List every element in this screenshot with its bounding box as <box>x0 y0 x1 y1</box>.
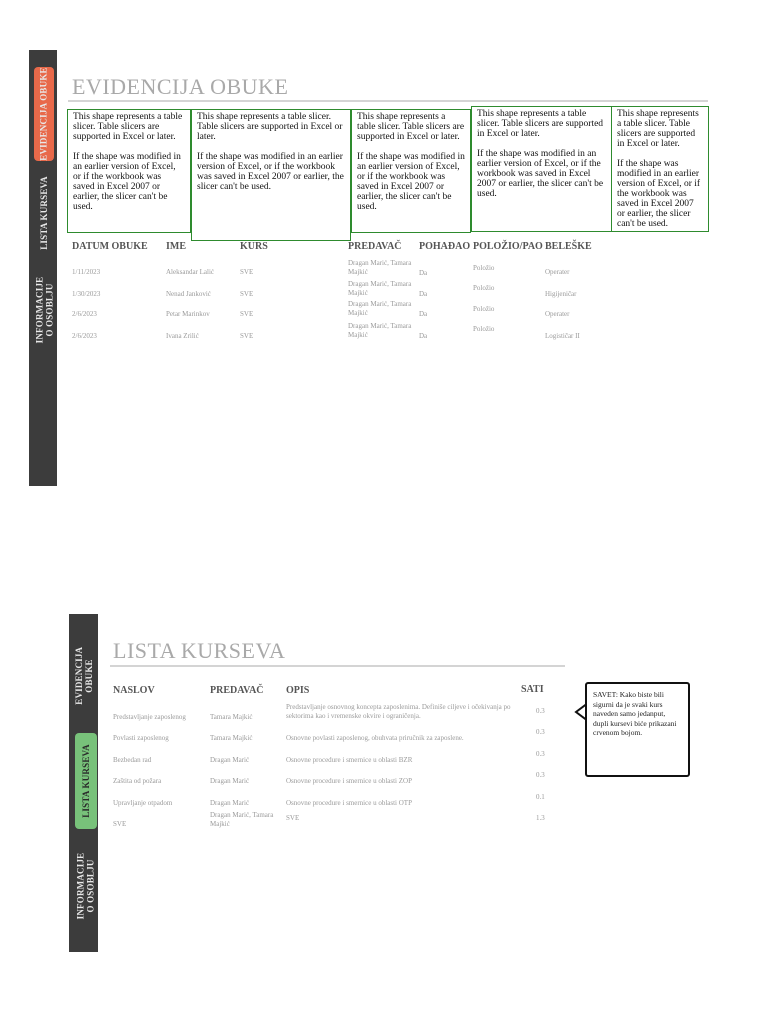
table-cell: Dragan Marić, Tamara Majkić <box>348 322 412 339</box>
table-cell: Tamara Majkić <box>210 713 253 721</box>
table-cell: 0.3 <box>536 771 545 779</box>
table-cell: Dragan Marić, Tamara Majkić <box>348 300 412 317</box>
tab-label: EVIDENCIJA OBUKE <box>74 646 95 705</box>
tab-label: EVIDENCIJA OBUKE <box>39 67 49 161</box>
table-cell: Predstavljanje osnovnog koncepta zaposlenima. Definiše ciljeve i očekivanja po sektorima kao i vremenske okvire i ograničenja. <box>286 703 511 720</box>
slicer-text: If the shape was modified in an earlier version of Excel, or if the workbook was saved in Excel 2007 or earlier, the slicer can't be used. <box>197 152 344 192</box>
column-header: BELEŠKE <box>545 241 592 252</box>
table-cell: SVE <box>240 268 254 276</box>
table-cell: Osnovne povlasti zaposlenog, obuhvata priručnik za zaposlene. <box>286 734 464 742</box>
slicer-ime[interactable] <box>191 109 351 241</box>
column-header: SATI <box>521 684 544 695</box>
tab-lista-kurseva[interactable] <box>75 733 97 829</box>
table-cell: Operater <box>545 268 570 276</box>
table-cell: Higijeničar <box>545 290 577 298</box>
column-header: OPIS <box>286 685 310 696</box>
table-cell: Da <box>419 332 428 340</box>
table-cell: Predstavljanje zaposlenog <box>113 713 186 721</box>
tab-label: LISTA KURSEVA <box>39 176 50 250</box>
table-cell: 0.3 <box>536 728 545 736</box>
table-cell: 0.3 <box>536 750 545 758</box>
tab-evidencija-obuke[interactable] <box>72 628 96 724</box>
table-cell: Dragan Marić <box>210 777 250 785</box>
table-cell: Zaštita od požara <box>113 777 162 785</box>
column-header: PREDAVAČ <box>348 241 402 252</box>
table-cell: Da <box>419 310 428 318</box>
table-cell: SVE <box>286 814 300 822</box>
table-cell: Da <box>419 269 428 277</box>
column-header: DATUM OBUKE <box>72 241 148 252</box>
slicer-text: This shape represents a table slicer. Table slicers are supported in Excel or later. <box>477 109 604 139</box>
table-cell: Dragan Marić <box>210 756 250 764</box>
table-cell: SVE <box>240 332 254 340</box>
tab-informacije-o-osoblju[interactable] <box>72 840 98 932</box>
tab-evidencija-obuke[interactable] <box>34 67 54 161</box>
table-cell: SVE <box>240 310 254 318</box>
table-cell: Povlasti zaposlenog <box>113 734 169 742</box>
table-cell: Dragan Marić <box>210 799 250 807</box>
table-cell: Dragan Marić, Tamara Majkić <box>210 811 274 828</box>
table-cell: 1/11/2023 <box>72 268 101 276</box>
slicer-text: If the shape was modified in an earlier version of Excel, or if the workbook was saved in Excel 2007 or earlier, the slicer can't be used. <box>477 149 604 199</box>
table-cell: Dragan Marić, Tamara Majkić <box>348 259 412 276</box>
table-cell: Operater <box>545 310 570 318</box>
table-cell: SVE <box>240 290 254 298</box>
table-cell: Bezbedan rad <box>113 756 152 764</box>
tab-informacije-o-osoblju[interactable] <box>31 262 57 358</box>
slicer-kurs[interactable] <box>351 109 471 233</box>
table-cell: Aleksandar Lalić <box>166 268 215 276</box>
table-cell: Ivana Zrilić <box>166 332 199 340</box>
page-title: EVIDENCIJA OBUKE <box>72 74 289 99</box>
tip-text: SAVET: Kako biste bili sigurni da je svaki kurs naveden samo jedanput, dupli kursevi biće prikazani crvenom bojom. <box>593 690 677 737</box>
slicer-datum-obuke[interactable] <box>67 109 191 233</box>
table-cell: Nenad Janković <box>166 290 211 298</box>
title-underline <box>110 665 565 667</box>
table-cell: 0.3 <box>536 707 545 715</box>
table-cell: Položio <box>473 264 495 272</box>
table-cell: Osnovne procedure i smernice u oblasti ZOP <box>286 777 412 785</box>
slicer-text: This shape represents a table slicer. Table slicers are supported in Excel or later. <box>73 112 183 142</box>
table-cell: Osnovne procedure i smernice u oblasti BZR <box>286 756 413 764</box>
column-header: NASLOV <box>113 685 155 696</box>
column-header: KURS <box>240 241 268 252</box>
table-cell: Da <box>419 290 428 298</box>
slicer-text: This shape represents a table slicer. Table slicers are supported in Excel or later. <box>197 112 343 142</box>
table-cell: Položio <box>473 305 495 313</box>
table-cell: Dragan Marić, Tamara Majkić <box>348 280 412 297</box>
table-cell: SVE <box>113 820 127 828</box>
table-cell: 1.3 <box>536 814 545 822</box>
column-header: PREDAVAČ <box>210 685 264 696</box>
column-header: IME <box>166 241 186 252</box>
table-cell: Tamara Majkić <box>210 734 253 742</box>
slicer-text: If the shape was modified in an earlier version of Excel, or if the workbook was saved in Excel 2007 or earlier, the slicer can't be used. <box>357 152 465 212</box>
table-cell: 0.1 <box>536 793 545 801</box>
tab-lista-kurseva[interactable] <box>33 168 55 258</box>
slicer-text: This shape represents a table slicer. Table slicers are supported in Excel or later. <box>357 112 465 142</box>
page-title: LISTA KURSEVA <box>113 638 286 663</box>
table-cell: Položio <box>473 325 495 333</box>
table-cell: Logističar II <box>545 332 580 340</box>
slicer-text: If the shape was modified in an earlier version of Excel, or if the workbook was saved in Excel 2007 or earlier, the slicer can't be used. <box>73 152 181 212</box>
tab-label: INFORMACIJE O OSOBLJU <box>75 852 96 920</box>
table-cell: 2/6/2023 <box>72 332 97 340</box>
slicer-text: This shape represents a table slicer. Table slicers are supported in Excel or later. <box>617 109 699 149</box>
title-underline <box>68 100 708 102</box>
table-cell: Osnovne procedure i smernice u oblasti OTP <box>286 799 412 807</box>
table-cell: Petar Marinkov <box>166 310 210 318</box>
column-header: POLOŽIO/PAO <box>473 241 543 252</box>
slicer-text: If the shape was modified in an earlier version of Excel, or if the workbook was saved in Excel 2007 or earlier, the slicer can't be used. <box>617 159 701 229</box>
table-cell: 2/6/2023 <box>72 310 97 318</box>
table-cell: Položio <box>473 284 495 292</box>
table-cell: Upravljanje otpadom <box>113 799 173 807</box>
slicer-polozio-pao[interactable] <box>611 106 709 232</box>
slicer-predavac[interactable] <box>471 106 612 232</box>
tip-callout <box>585 682 690 777</box>
column-header: POHAĐAO <box>419 241 471 252</box>
tab-label: LISTA KURSEVA <box>81 744 92 818</box>
table-cell: 1/30/2023 <box>72 290 101 298</box>
tab-label: INFORMACIJE O OSOBLJU <box>34 276 55 344</box>
